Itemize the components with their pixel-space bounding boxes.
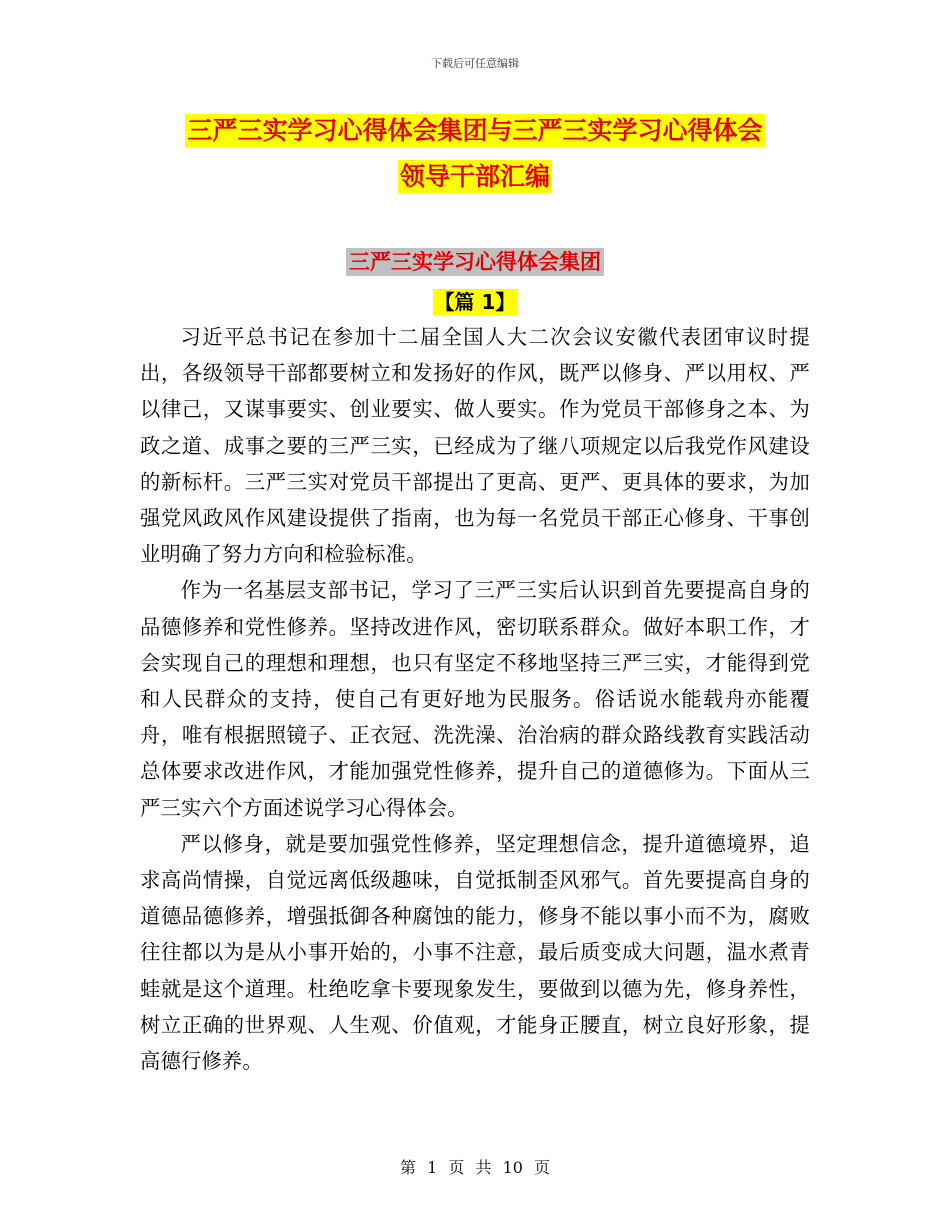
document-title-line2: 领导干部汇编 (399, 162, 550, 191)
document-title (140, 108, 810, 200)
body-paragraph: 严以修身，就是要加强党性修养，坚定理想信念，提升道德境界，追求高尚情操，自觉远离低级趣味，自觉抵制歪风邪气。首先要提高自身的道德品德修养，增强抵御各种腐蚀的能力，修身不能以事小而不为，腐败往往都以为是从小事开始的，小事不注意，最后质变成大问题，温水煮青蛙就是这个道理。杜绝吃拿卡要现象发生，要做到以德为先，修身养性，树立正确的世界观、人生观、价值观，才能身正腰直，树立良好形象，提高德行修养。 (140, 831, 810, 1074)
current-page-number: 1 (427, 1158, 438, 1177)
footer-ye: 页 (448, 1158, 465, 1177)
download-note: 下载后可任意编辑 (431, 57, 519, 70)
total-page-number: 10 (502, 1158, 523, 1177)
footer-gong: 共 (475, 1158, 492, 1177)
footer-di: 第 (399, 1158, 416, 1177)
document-title-line1: 三严三实学习心得体会集团与三严三实学习心得体会 (187, 116, 763, 145)
document-body (140, 319, 810, 1079)
section-heading (0, 242, 950, 282)
body-paragraph: 作为一名基层支部书记，学习了三严三实后认识到首先要提高自身的品德修养和党性修养。坚持改进作风，密切联系群众。做好本职工作，才会实现自己的理想和理想，也只有坚定不移地坚持三严三实，才能得到党和人民群众的支持，使自己有更好地为民服务。俗话说水能载舟亦能覆舟，唯有根据照镜子、正衣冠、洗洗澡、治治病的群众路线教育实践活动总体要求改进作风，才能加强党性修养，提升自己的道德修为。下面从三严三实六个方面述说学习心得体会。 (140, 578, 810, 820)
page-number-footer (0, 1155, 950, 1178)
body-paragraph: 习近平总书记在参加十二届全国人大二次会议安徽代表团审议时提出，各级领导干部都要树立和发扬好的作风，既严以修身、严以用权、严以律己，又谋事要实、创业要实、做人要实。作为党员干部修身之本、为政之道、成事之要的三严三实，已经成为了继八项规定以后我党作风建设的新标杆。三严三实对党员干部提出了更高、更严、更具体的要求，为加强党风政风作风建设提供了指南，也为每一名党员干部正心修身、干事创业明确了努力方向和检验标准。 (140, 325, 810, 567)
article-number-text: 【篇 1】 (434, 290, 516, 314)
section-heading-text: 三严三实学习心得体会集团 (346, 248, 604, 276)
article-number-tag (0, 286, 950, 318)
footer-ye: 页 (534, 1158, 551, 1177)
